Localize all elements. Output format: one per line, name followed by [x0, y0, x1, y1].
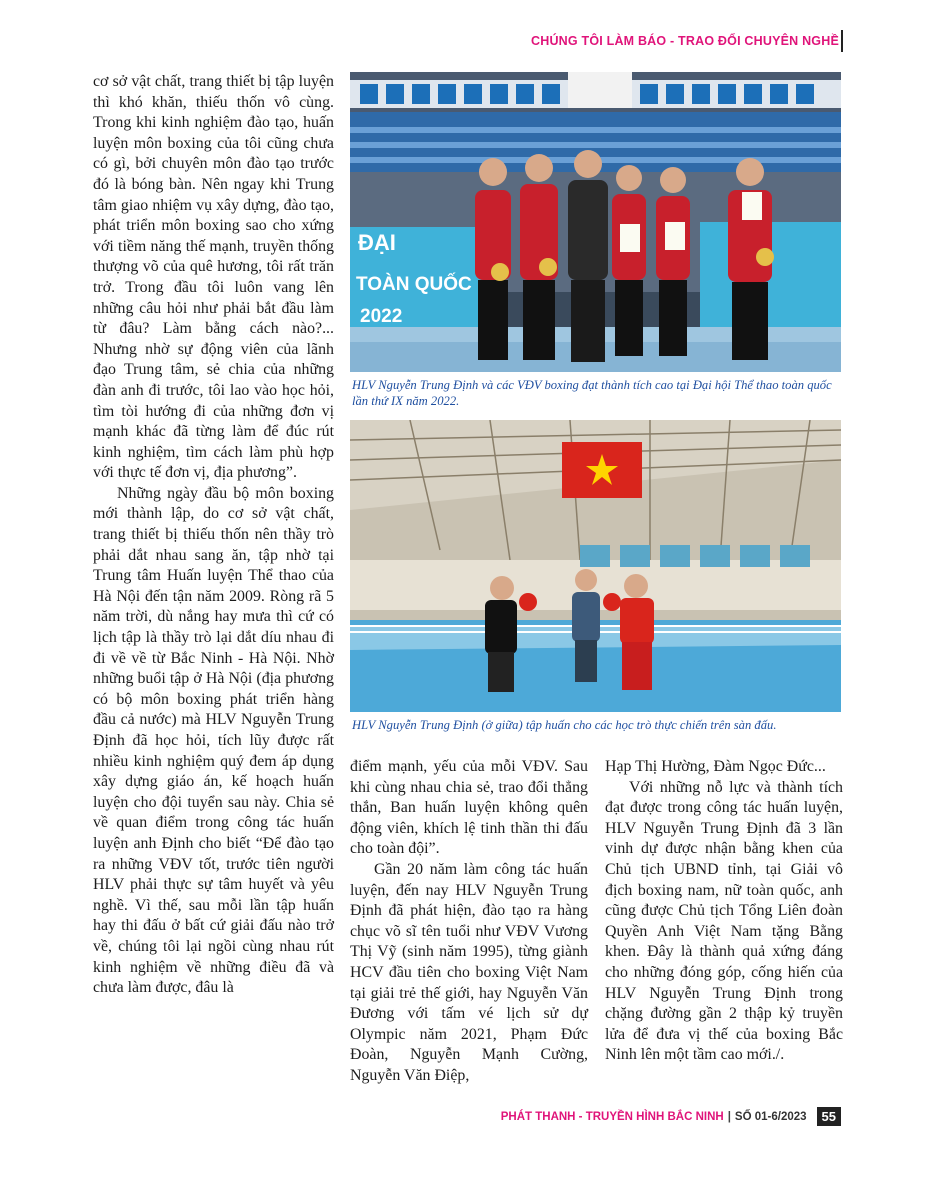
footer-separator: | [727, 1110, 731, 1123]
paragraph: Với những nỗ lực và thành tích đạt được trong công tác huấn luyện, HLV Nguyễn Trung Định đã 3 lần vinh dự được nhận bằng khen của Chủ tịch UBND tỉnh, tại Giải vô địch boxing nam, nữ toàn quốc, anh cũng được Chủ tịch Tổng Liên đoàn Quyền Anh Việt Nam tặng Bằng khen. Đây là thành quả xứng đáng cho những đóng góp, cống hiến của HLV Nguyễn Trung Định trong chặng đường gần 2 thập kỷ truyền lửa để đưa vị thế của boxing Bắc Ninh lên một tầm cao mới./. [605, 778, 843, 1064]
article-column-1 [93, 72, 334, 999]
photo-caption-1: HLV Nguyễn Trung Định và các VĐV boxing đạt thành tích cao tại Đại hội Thể thao toàn quốc lần thứ IX năm 2022. [352, 378, 832, 408]
page-number: 55 [817, 1107, 841, 1126]
team-photo [350, 72, 841, 372]
banner-text: TOÀN QUỐC [356, 274, 472, 295]
paragraph: điểm mạnh, yếu của mỗi VĐV. Sau khi cùng nhau chia sẻ, trao đổi thẳng thắn, Ban huấn luyện không quên động viên, khích lệ tinh thần thi đấu cho toàn đội”. [350, 758, 588, 858]
paragraph: Những ngày đầu bộ môn boxing mới thành lập, do cơ sở vật chất, trang thiết bị thiếu thốn nên thầy trò phải dắt nhau sang ăn, tập nhờ tại Trung tâm Huấn luyện Thể thao của Hà Nội đến tận năm 2009. Ròng rã 5 năm trời, dù nắng hay mưa thì cứ có lịch tập là thầy trò lại dắt díu nhau đi đi về về từ Bắc Ninh - Hà Nội. Nhờ những buổi tập ở Hà Nội (địa phương có bộ môn boxing phát triển hàng đầu cả nước) mà HLV Nguyễn Trung Định đã học hỏi, tích lũy được rất nhiều kinh nghiệm quý đem áp dụng xây dựng giáo án, kế hoạch huấn luyện cho đội tuyển sau này. Chia sẻ về quan điểm trong công tác huấn luyện anh Định cho biết “Để đào tạo ra những VĐV tốt, trước tiên người HLV phải thực sự tâm huyết và yêu nghề. Vì thế, sau mỗi lần tập huấn hay thi đấu ở bất cứ giải đấu nào trở về, chúng tôi lại ngồi cùng nhau rút kinh nghiệm về những điều đã và chưa làm được, đâu là [93, 484, 334, 997]
article-column-3 [605, 757, 843, 1066]
banner-fragment: ĐẠI [358, 230, 396, 255]
section-header: CHÚNG TÔI LÀM BÁO - TRAO ĐỔI CHUYÊN NGHỀ [531, 34, 839, 48]
paragraph: Gần 20 năm làm công tác huấn luyện, đến nay HLV Nguyễn Trung Định đã phát hiện, đào tạo ra hàng chục võ sĩ tên tuổi như VĐV Vương Thị Vỹ (sinh năm 1995), từng giành HCV đầu tiên cho boxing Việt Nam tại giải trẻ thế giới, hay Nguyễn Văn Đương với tấm vé lịch sử dự Olympic năm 2021, Phạm Đức Đoàn, Nguyễn Mạnh Cường, Nguyễn Văn Điệp, [350, 860, 588, 1084]
photo-caption-2: HLV Nguyễn Trung Định (ở giữa) tập huấn cho các học trò thực chiến trên sàn đấu. [352, 718, 777, 732]
paragraph: Hạp Thị Hường, Đàm Ngọc Đức... [605, 758, 826, 775]
issue-number: SỐ 01-6/2023 [734, 1110, 807, 1123]
banner-year: 2022 [360, 306, 403, 327]
paragraph: cơ sở vật chất, trang thiết bị tập luyện thì khó khăn, thiếu thốn vô cùng. Trong khi kinh nghiệm đào tạo, huấn luyện môn boxing của tôi cũng chưa có gì, bởi chuyên môn đào tạo trước đó là bóng bàn. Nên ngay khi Trung tâm giao nhiệm vụ xây dựng, đào tạo, phát triển môn boxing sao cho xứng với tiềm năng thế mạnh, truyền thống thượng võ của quê hương, tôi rất trăn trở. Trong đầu tôi luôn vang lên những câu hỏi như phải bắt đầu làm từ đâu? Làm bằng cách nào?... Nhưng nhờ sự động viên của lãnh đạo Trung tâm, sẻ chia của những đàn anh đi trước, tôi lao vào học hỏi, tìm tòi hướng đi của những đơn vị mạnh khác đã từng làm để đúc rút kinh nghiệm, tìm cách làm phù hợp với thực tế đơn vị, địa phương”. [93, 73, 334, 482]
article-column-2 [350, 757, 588, 1087]
page-footer [501, 1107, 841, 1126]
publication-name: PHÁT THANH - TRUYỀN HÌNH BẮC NINH [500, 1110, 724, 1123]
training-photo [350, 420, 841, 712]
section-header-rule [841, 30, 843, 52]
